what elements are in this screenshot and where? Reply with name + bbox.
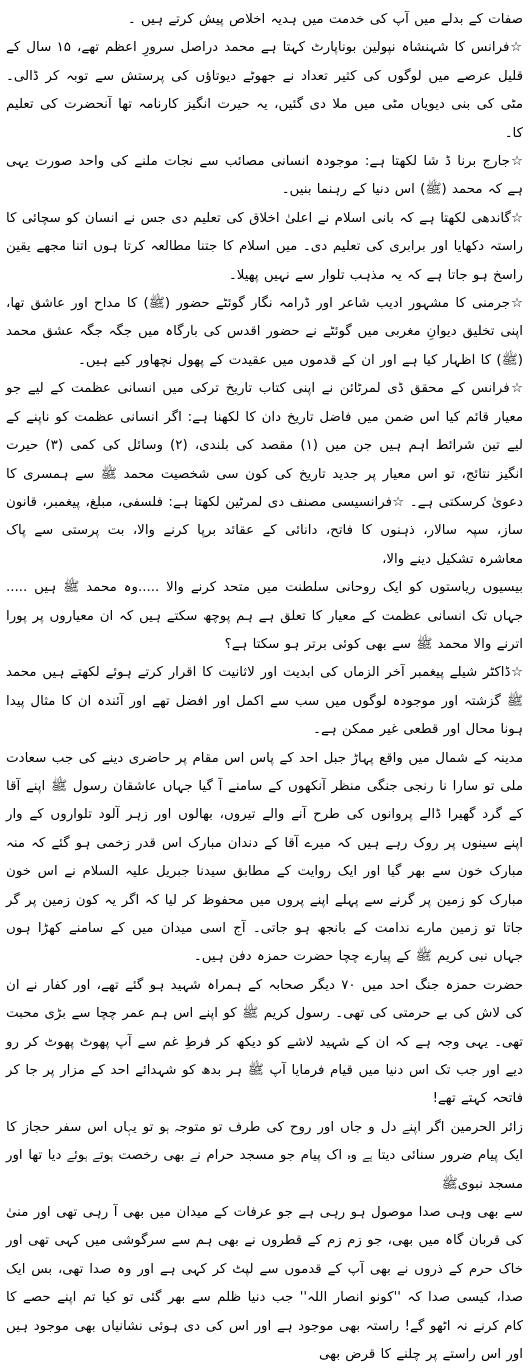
paragraph-intro-closing: صفات کے بدلے میں آپ کی خدمت میں ہدیہ اخلاص پیش کرتے ہیں ۔	[127, 12, 523, 27]
paragraph-lamartine-continued: بیسیوں ریاستوں کو ایک روحانی سلطنت میں متحد کرنے والا .....وہ محمد ﷺ ہیں ..... جہاں تک انسانی عظمت کے معیار کا تعلق ہے ہم پوچھ سکتے ہیں کہ ان معیاروں پر پورا اترنے والا محمد ﷺ سے بھی کوئی برتر ہو سکتا ہے؟	[6, 580, 523, 652]
paragraph-bernard-shaw-quote: ☆جارج برنا ڈ شا لکھتا ہے: موجودہ انسانی مصائب سے نجات ملنے کی واحد صورت یہی ہے کہ محمد (ﷺ) اس دنیا کے رہنما بنیں۔	[6, 154, 523, 198]
paragraph-pilgrim-message: زائر الحرمین اگر اپنے دل و جاں اور روح کی طرف تو متوجہ ہو تو یہاں اس سفر حجاز کا ایک پیام ضرور سنائی دیتا ہے وہ اک پیام جو مسجد حرام نے بھی رخصت ہوتے ہوئے دیا تھا اور مسجد نبویﷺ	[6, 1119, 523, 1192]
paragraph-napoleon-quote: ☆فرانس کا شہنشاہ نپولین بوناپارٹ کہتا ہے محمد دراصل سرورِ اعظم تھے، ۱۵ سال کے قلیل عرصے میں لوگوں کی کثیر تعداد نے جھوٹے دیوتاؤں کی پرستش سے توبہ کر ڈالی۔ مٹی کی بنی دیویاں مٹی میں ملا دی گئیں، یہ حیرت انگیز کارنامہ تھا آنحضرت کی تعلیم کا۔	[6, 40, 523, 141]
paragraph-gandhi-quote: ☆گاندھی لکھتا ہے کہ بانی اسلام نے اعلیٰ اخلاق کی تعلیم دی جس نے انسان کو سچائی کا راستہ دکھایا اور برابری کی تعلیم دی۔ میں اسلام کا جتنا مطالعہ کرتا ہوں اتنا مجھے یقین راسخ ہو جاتا ہے کہ یہ مذہب تلوار سے نہیں پھیلا۔	[6, 210, 523, 283]
paragraph-shelley-quote: ☆ڈاکٹر شیلے پیغمبر آخر الزماں کی ابدیت اور لاثانیت کا اقرار کرتے ہوئے لکھتے ہیں محمد ﷺ گزشتہ اور موجودہ لوگوں میں سب سے اکمل اور افضل تھے اور آئندہ ان کا مثال پیدا ہونا محال اور قطعی غیر ممکن ہے۔	[6, 665, 523, 738]
paragraph-goethe-quote: ☆جرمنی کا مشہور ادیب شاعر اور ڈرامہ نگار گوئٹے حضور (ﷺ) کا مداح اور عاشق تھا، اپنی تخلیق دیوانِ مغربی میں گوئٹے نے حضور اقدس کی بارگاہ میں جگہ جگہ عشق محمد (ﷺ) کا اظہار کیا ہے اور ان کے قدموں میں عقیدت کے پھول نچھاور کیے ہیں۔	[6, 296, 523, 368]
paragraph-lamartine-quote: ☆فرانس کے محقق ڈی لمرٹائن نے اپنی کتاب تاریخ ترکی میں انسانی عظمت کے لیے جو معیار قائم کیا اس ضمن میں فاضل تاریخ دان کا لکھنا ہے: اگر انسانی عظمت کو ناپنے کے لیے تین شرائط اہم ہیں جن میں (۱) مقصد کی بلندی، (۲) وسائل کی کمی (۳) حیرت انگیز نتائج، تو اس معیار پر جدید تاریخ کی کون سی شخصیت محمد ﷺ سے ہمسری کا دعویٰ کرسکتی ہے۔ ☆فرانسیسی مصنف دی لمرٹین لکھتا ہے: فلسفی، مبلغ، پیغمبر، قانون ساز، سپہ سالار، ذہنوں کا فاتح، دانائی کے عقائد برپا کرنے والا، بت پرستی سے پاک معاشرہ تشکیل دینے والا،	[6, 381, 523, 567]
paragraph-closing-call: سے بھی وہی صدا موصول ہو رہی ہے جو عرفات کے میدان میں بھی آ رہی تھی اور منیٰ کی قربان گاہ میں بھی، جو زم زم کے قطروں نے بھی ہم سے سرگوشی میں کہی تھی اور خاک حرم کے ذروں نے بھی آپ کے قدموں سے لپٹ کر کہی ہے اور وہ صدا تھی، بس ایک صدا، کیسی صدا کہ ''کونو انصار اللہ'' جب دنیا ظلم سے بھر گئی تو کیا تم اپنے حصے کا کام کرنے نہ اٹھو گے! راستہ بھی موجود ہے اور اس کی دی ہوئی نشانیاں بھی موجود ہیں اور اس راستے پر چلنے کا قرض بھی	[6, 1205, 523, 1363]
paragraph-hamza: حضرت حمزہ جنگ احد میں ۷۰ دیگر صحابہ کے ہمراہ شہید ہو گئے تھے، اور کفار نے ان کی لاش کی بے حرمتی کی تھی۔ رسول کریم ﷺ کو اپنے اس ہم عمر چچا سے بڑی محبت تھی۔ یہی وجہ ہے کہ ان کے شہید لاشے کو دیکھ کر فرطِ غم سے آپ پھوٹ پھوٹ کر رو دیے اور جب تک اس دنیا میں قیام فرمایا آپ ﷺ ہر بدھ کو شہدائے احد کے مزار پر جا کر فاتحہ کہتے تھے!	[6, 977, 523, 1107]
paragraph-uhud-visit: مدینہ کے شمال میں واقع پہاڑ جبل احد کے پاس اس مقام پر حاضری دینے کی جب سعادت ملی تو سارا نا رنجی جنگی منظر آنکھوں کے سامنے آ گیا جہاں عاشقان رسول ﷺ اپنے آقا کے گرد گھیرا ڈالے پروانوں کی طرح آنے والے تیروں، بھالوں اور زہر آلود تلواروں کے وار اپنے سینوں پر روک رہے ہیں کہ میرے آقا کے دندان مبارک اس قدر زخمی ہو گئے کہ منہ مبارک خون سے بھر گیا اور ایک روایت کے مطابق سیدنا جبریل علیہ السلام نے اس خون مبارک کو زمین پر گرنے سے پہلے اپنے پروں میں محفوظ کر لیا کہ اگر یہ کون زمین پر گر جاتا تو زمین مارے ندامت کے بانجھ ہو جاتی۔ آج اسی میدان میں کے سامنے کھڑا ہوں جہاں نبی کریم ﷺ کے پیارے چچا حضرت حمزہ دفن ہیں۔	[6, 750, 523, 965]
